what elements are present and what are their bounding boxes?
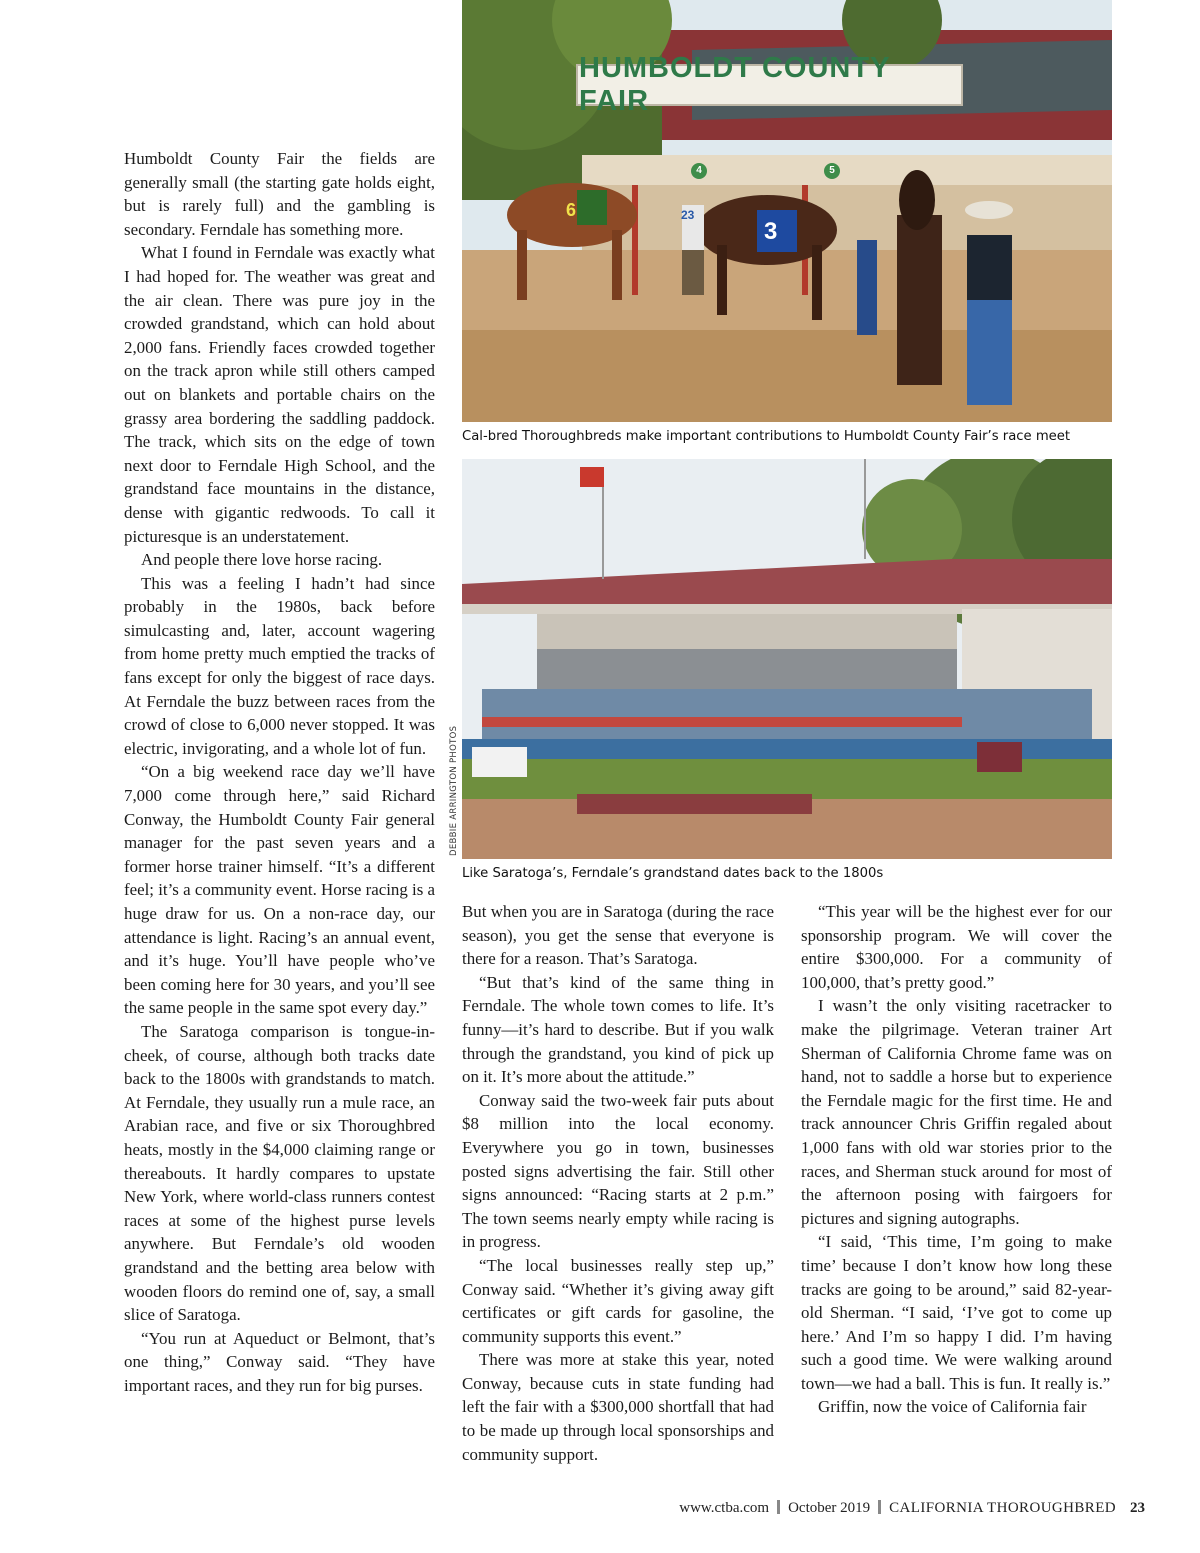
footer-date: October 2019 bbox=[788, 1500, 871, 1516]
paragraph: And people there love horse racing. bbox=[141, 550, 383, 570]
text-column-2 bbox=[462, 900, 774, 1466]
paragraph: “You run at Aqueduct or Belmont, that’s one thing,” Conway said. “They have important races, and they run for big purses. bbox=[124, 1328, 435, 1395]
paragraph: Conway said the two-week fair puts about $8 million into the local economy. Everywhere you go in town, businesses posted signs advertising the fair. Still other signs announced: “Racing starts at 2 p.m.” The town seems nearly empty while racing is in progress. bbox=[462, 1090, 774, 1252]
paragraph: Griffin, now the voice of California fair bbox=[818, 1397, 1087, 1417]
paragraph: “The local businesses really step up,” Conway said. “Whether it’s giving away gift certificates or gift cards for gasoline, the community supports this event.” bbox=[462, 1255, 774, 1346]
post-number-5-label: 5 bbox=[829, 165, 835, 176]
post-number-5 bbox=[824, 163, 840, 179]
footer-website: www.ctba.com bbox=[679, 1500, 770, 1516]
paddock-photo bbox=[462, 0, 1112, 422]
paragraph: This was a feeling I hadn’t had since probably in the 1980s, back before simulcasting and, later, account wagering from home pretty much emptied the tracks of fans except for only the biggest of race days. At Ferndale the buzz between races from the crowd of close to 6,000 never stopped. It was electric, invigorating, and a whole lot of fun. bbox=[124, 573, 435, 758]
paragraph: “But that’s kind of the same thing in Ferndale. The whole town comes to life. It’s funny—it’s hard to describe. But if you walk through the grandstand, you kind of pick up on it. It’s more about the attitude.” bbox=[462, 972, 774, 1087]
saddle-number-23-label: 23 bbox=[681, 208, 695, 222]
footer-magazine-title: CALIFORNIA THOROUGHBRED bbox=[889, 1500, 1116, 1516]
grandstand-photo bbox=[462, 459, 1112, 859]
post-number-4-label: 4 bbox=[696, 165, 702, 176]
photo-credit: DEBBIE ARRINGTON PHOTOS bbox=[449, 725, 459, 856]
saddle-number-3-label: 3 bbox=[764, 218, 778, 245]
caption-grandstand: Like Saratoga’s, Ferndale’s grandstand dates back to the 1800s bbox=[462, 866, 884, 881]
text-column-1 bbox=[124, 147, 435, 1397]
text-column-3 bbox=[801, 900, 1112, 1419]
grandstand-photo-illustration bbox=[462, 459, 1112, 859]
saddle-number-23 bbox=[681, 208, 694, 222]
paragraph: The Saratoga comparison is tongue-in-cheek, of course, although both tracks date back to the 1800s with grandstands to match. At Ferndale, they usually run a mule race, an Arabian race, and five or six Thoroughbred heats, mostly in the $4,000 claiming range or thereabouts. It hardly compares to upstate New York, where world-class runners contest races at some of the highest purse levels anywhere. But Ferndale’s old wooden grandstand and the betting area below with wooden floors do remind one of, say, a small slice of Saratoga. bbox=[124, 1021, 435, 1325]
paragraph: What I found in Ferndale was exactly what I had hoped for. The weather was great and the air clean. There was pure joy in the crowded grandstand, which can hold about 2,000 fans. Friendly faces crowded together on the track apron while still others camped out on blankets and portable chairs on the grassy area bordering the saddling paddock. The track, which sits on the edge of town next door to Ferndale High School, and the grandstand face mountains in the distance, dense with gigantic redwoods. To call it picturesque is an understatement. bbox=[124, 243, 435, 546]
paragraph: “This year will be the highest ever for our sponsorship program. We will cover the entire $300,000. For a community of 100,000, that’s pretty good.” bbox=[801, 902, 1112, 992]
paragraph: I wasn’t the only visiting racetracker to make the pilgrimage. Veteran trainer Art Sherman of California Chrome fame was on hand, not to saddle a horse but to experience the Ferndale magic for the first time. He and track announcer Chris Griffin regaled about 1,000 fans with old war stories prior to the races, and Sherman stuck around for most of the afternoon posing with fairgoers for pictures and signing autographs. bbox=[801, 996, 1112, 1228]
fair-sign bbox=[579, 52, 960, 117]
fair-sign-text: HUMBOLDT COUNTY FAIR bbox=[579, 52, 890, 117]
paragraph: “I said, ‘This time, I’m going to make time’ because I don’t know how long these tracks are going to be around,” said 82-year-old Sherman. “I said, ‘I’ve got to come up here.’ And I’m so happy I did. I’m having such a good time. We were walking around town—we had a ball. This is fun. It really is.” bbox=[801, 1232, 1112, 1393]
footer-divider bbox=[878, 1500, 881, 1514]
post-number-4 bbox=[691, 163, 707, 179]
paragraph: Humboldt County Fair the fields are generally small (the starting gate holds eight, but is rarely full) and the gambling is secondary. Ferndale has something more. bbox=[124, 149, 435, 239]
paragraph: “On a big weekend race day we’ll have 7,000 come through here,” said Richard Conway, the Humboldt County Fair general manager for the past seven years and a former horse trainer himself. “It’s a different feel; it’s a community event. Horse racing is a huge draw for us. On a non-race day, our attendance is light. Racing’s an annual event, and it’s huge. You’ll have people who’ve been coming here for 30 years, and you’ll see the same people in the same spot every day.” bbox=[124, 762, 435, 1018]
paragraph: But when you are in Saratoga (during the race season), you get the sense that everyone is there for a reason. That’s Saratoga. bbox=[462, 902, 774, 969]
footer-divider bbox=[777, 1500, 780, 1514]
caption-paddock: Cal-bred Thoroughbreds make important contributions to Humboldt County Fair’s race meet bbox=[462, 429, 1071, 444]
paragraph: There was more at stake this year, noted Conway, because cuts in state funding had left the fair with a $300,000 shortfall that had to be made up through local sponsorships and community support. bbox=[462, 1350, 774, 1464]
saddle-number-6 bbox=[566, 200, 576, 221]
page-footer bbox=[679, 1500, 1145, 1517]
saddle-number-3 bbox=[764, 218, 777, 246]
saddle-number-6-label: 6 bbox=[566, 200, 577, 220]
page-number: 23 bbox=[1130, 1500, 1145, 1516]
